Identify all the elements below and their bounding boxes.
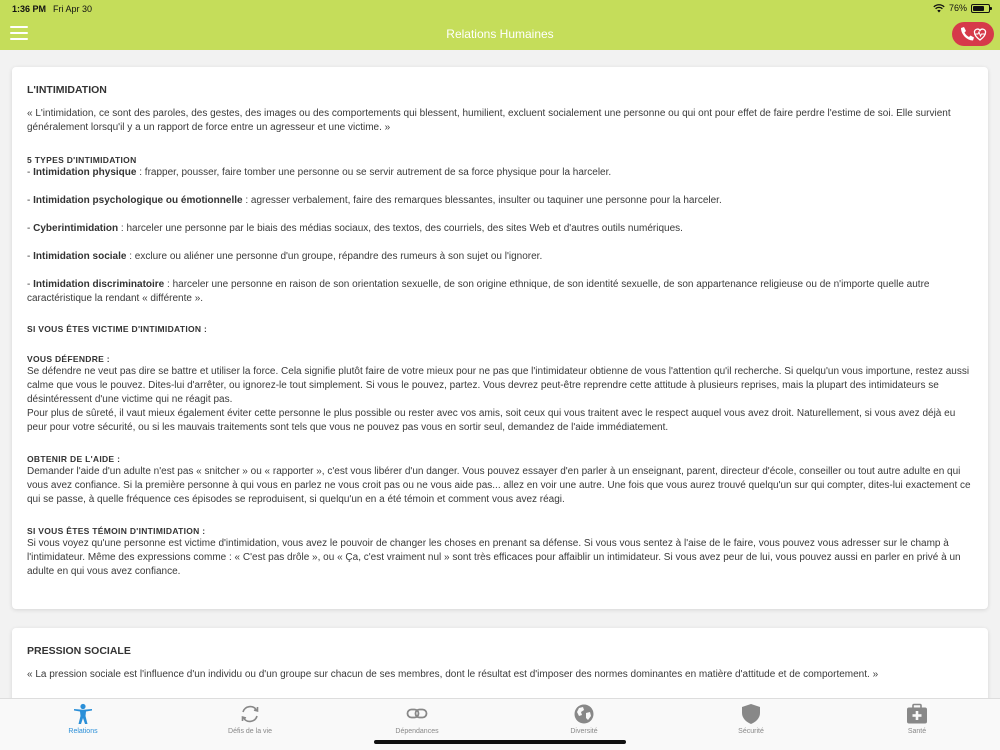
first-aid-icon: [906, 703, 928, 725]
type-item: - Intimidation physique : frapper, pousser, faire tomber une personne ou se servir autrement de sa force physique pour la harceler.: [27, 167, 612, 178]
witness-heading: SI VOUS ÊTES TÉMOIN D'INTIMIDATION :: [27, 526, 206, 536]
tab-dependances[interactable]: [334, 703, 500, 735]
section-card-intimidation: [12, 67, 988, 609]
battery-icon: [971, 4, 990, 13]
tab-label: Sécurité: [738, 728, 764, 735]
defend-paragraph: Se défendre ne veut pas dire se battre et utiliser la force. Cela signifie plutôt faire de votre mieux pour ne pas que l'intimidateur obtienne de vous l'attention qu'il recherche. Si quelqu'un vous importune, restez aussi calme que vous le pouvez. Dites-lui d'arrêter, ou ignorez-le tout simplement. Si vous le pouvez, partez. Vous devrez peut-être reprendre cette attitude à plusieurs reprises, mais la plupart des intimidateurs se désintéressent d'une victime qui ne réagit pas.: [27, 366, 970, 405]
tab-relations[interactable]: [0, 703, 166, 735]
tab-diversite[interactable]: [501, 703, 667, 735]
type-item: - Intimidation psychologique ou émotionnelle : agresser verbalement, faire des remarques blessantes, insulter ou taquiner une personne pour la harceler.: [27, 195, 722, 206]
type-item: - Intimidation discriminatoire : harceler une personne en raison de son orientation sexuelle, de son origine ethnique, de son identité sexuelle, de son appartenance religieuse ou de n'importe quelle autre caractéristique la rendant « différente ».: [27, 279, 930, 304]
tab-securite[interactable]: [668, 703, 834, 735]
section-title: L'INTIMIDATION: [27, 84, 107, 96]
shield-icon: [740, 703, 762, 725]
tab-label: Dépendances: [395, 728, 439, 735]
section-card-pression-sociale: [12, 628, 988, 698]
chain-icon: [406, 703, 428, 725]
defend-heading: VOUS DÉFENDRE :: [27, 354, 110, 364]
content-scroll[interactable]: [0, 50, 1000, 698]
status-right: [933, 3, 990, 13]
victim-heading: SI VOUS ÊTES VICTIME D'INTIMIDATION :: [27, 324, 208, 334]
types-heading: 5 TYPES D'INTIMIDATION: [27, 155, 137, 165]
cycle-icon: [239, 703, 261, 725]
tab-sante[interactable]: [834, 703, 1000, 735]
battery-percent: 76%: [948, 3, 967, 13]
witness-paragraph: Si vous voyez qu'une personne est victime d'intimidation, vous avez le pouvoir de changer les choses en prenant sa défense. Si vous vous sentez à l'aise de le faire, vous pouvez vous adresser sur le champ à l'intimidateur. Même des expressions comme : « C'est pas drôle », ou « Ça, c'est vraiment nul » sont très efficaces pour affaiblir un intimidateur. Si vous avez peur de lui, vous pouvez aussi en parler en privé à un adulte en qui vous avez confiance.: [27, 538, 961, 577]
page-title: Relations Humaines: [446, 27, 554, 41]
tab-defis-de-la-vie[interactable]: [167, 703, 333, 735]
tab-label: Diversité: [570, 728, 598, 735]
help-paragraph: Demander l'aide d'un adulte n'est pas « snitcher » ou « rapporter », c'est vous libérer d'un danger. Vous pouvez essayer d'en parler à un enseignant, parent, directeur d'école, conseiller ou tout autre adulte en qui vous avez confiance. Si la première personne à qui vous en parlez ne vous croit pas ou ne vous aide pas... allez en voir une autre. Une fois que vous aurez trouvé quelqu'un sur qui compter, dites-lui exactement ce qui se passe, à quelle fréquence ces épisodes se reproduisent, si quelqu'un en a été témoin et comment vous avez réagi.: [27, 466, 971, 505]
status-date: Fri Apr 30: [53, 4, 93, 14]
tab-label: Relations: [68, 728, 98, 735]
status-bar: [0, 0, 1000, 18]
help-heading: OBTENIR DE L'AIDE :: [27, 454, 121, 464]
person-icon: [72, 703, 94, 725]
section-intro: « La pression sociale est l'influence d'un individu ou d'un groupe sur chacun de ses membres, dont le résultat est d'imposer des normes dominantes en matière d'attitude et de comportement. »: [27, 669, 879, 680]
tab-label: Défis de la vie: [228, 728, 272, 735]
globe-icon: [573, 703, 595, 725]
section-title: PRESSION SOCIALE: [27, 645, 131, 657]
type-item: - Cyberintimidation : harceler une personne par le biais des médias sociaux, des textos, des courriels, des sites Web et d'autres outils numériques.: [27, 223, 683, 234]
type-item: - Intimidation sociale : exclure ou aliéner une personne d'un groupe, répandre des rumeurs à son sujet ou l'ignorer.: [27, 251, 543, 262]
tab-label: Santé: [907, 728, 927, 735]
home-indicator: [374, 740, 626, 744]
header-bar: [0, 18, 1000, 50]
emergency-call-button[interactable]: [952, 22, 994, 46]
status-time: 1:36 PM: [12, 4, 47, 14]
section-intro: « L'intimidation, ce sont des paroles, des gestes, des images ou des comportements qui blessent, humilient, excluent socialement une personne ou qui ont pour effet de faire perdre l'estime de soi. Elle survient généralement lorsqu'il y a un rapport de force entre un agresseur et une victime. »: [27, 108, 951, 133]
wifi-icon: [933, 4, 945, 13]
defend-paragraph: Pour plus de sûreté, il vaut mieux également éviter cette personne le plus possible ou rester avec vos amis, soit ceux qui vous traitent avec le respect auquel vous avez droit. Naturellement, si vous avez déjà eu peur pour votre sécurité, ou si les mauvais traitements sont tels que vous ne pouvez pas vous en sortir seul, demandez de l'aide immédiatement.: [27, 408, 956, 433]
phone-heart-icon: [958, 26, 988, 42]
